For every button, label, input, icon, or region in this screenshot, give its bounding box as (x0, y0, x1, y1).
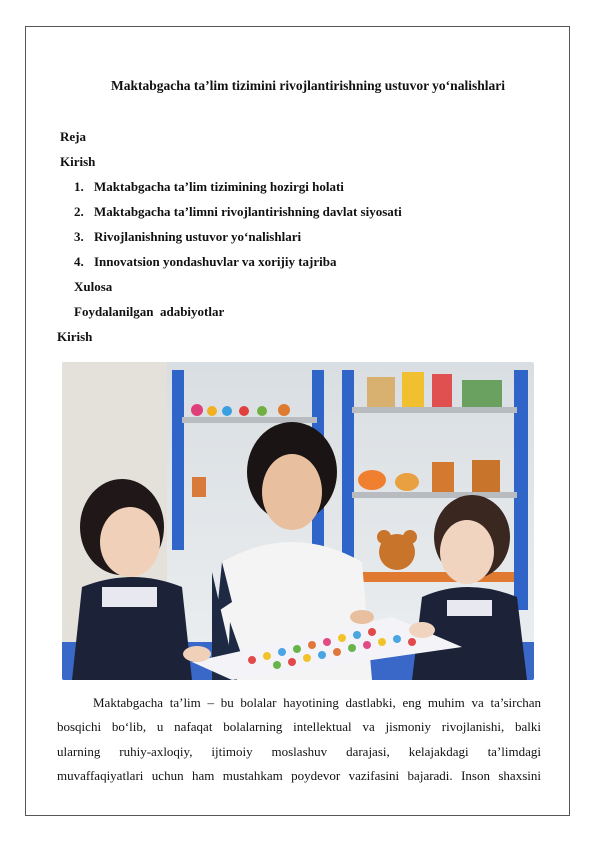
document-title: Maktabgacha ta’lim tizimini rivojlantirishning ustuvor yo‘nalishlari (111, 78, 505, 93)
toc-item-2 (74, 204, 402, 220)
toc-item-3 (74, 229, 301, 245)
classroom-illustration (62, 362, 534, 680)
toc-item-1 (74, 179, 344, 195)
toc-item-text: Rivojlanishning ustuvor yo‘nalishlari (94, 229, 302, 244)
toc-item-number: 4. (74, 254, 84, 269)
toc-item-number: 1. (74, 179, 84, 194)
paragraph-line: muvaffaqiyatlari uchun ham mustahkam poydevor vazifasini bajaradi. Inson shaxsini (57, 768, 541, 784)
paragraph-line: ularning ruhiy-axloqiy, ijtimoiy moslashuv darajasi, kelajakdagi ta’limdagi (57, 743, 541, 759)
toc-item-number: 2. (74, 204, 84, 219)
toc-item-text: Innovatsion yondashuvlar va xorijiy tajriba (94, 254, 337, 269)
toc-item-text: Maktabgacha ta’limni rivojlantirishning davlat siyosati (94, 204, 402, 219)
section-heading-kirish: Kirish (57, 329, 93, 344)
paragraph-line: Maktabgacha ta’lim – bu bolalar hayotining dastlabki, eng muhim va ta’sirchan (93, 695, 541, 710)
toc-item-number: 3. (74, 229, 84, 244)
paragraph-line: bosqichi bo‘lib, u nafaqat bolalarning intellektual va jismoniy rivojlanishi, balki (57, 719, 541, 735)
toc-foydalanilgan: Foydalanilgan adabiyotlar (74, 304, 225, 319)
toc-xulosa: Xulosa (74, 279, 113, 294)
toc-kirish: Kirish (60, 154, 96, 169)
toc-item-text: Maktabgacha ta’lim tizimining hozirgi holati (94, 179, 344, 194)
classroom-photo (62, 362, 534, 680)
intro-paragraph (57, 691, 541, 789)
toc-item-4 (74, 254, 336, 270)
toc-heading-reja: Reja (60, 129, 86, 144)
